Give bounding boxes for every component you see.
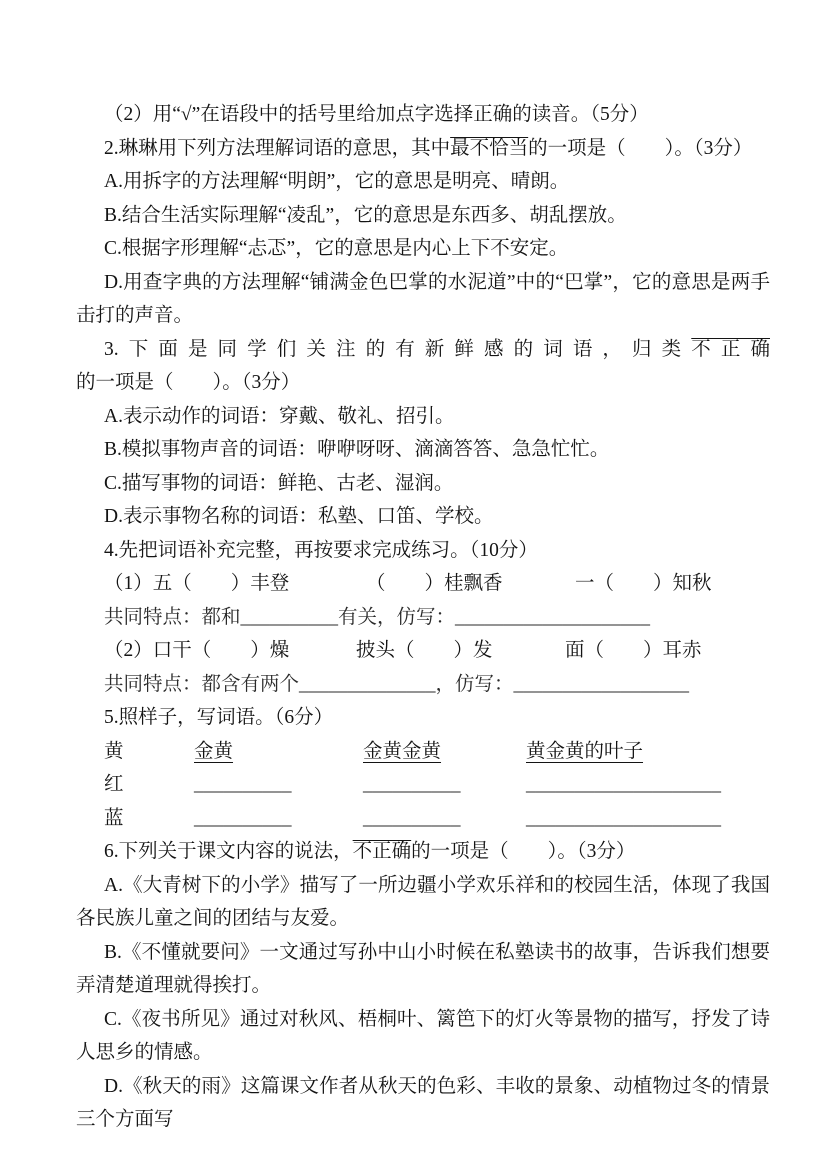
exam-content [76,98,770,1137]
q3-stem-pre: 3.下面是同学们关注的有新鲜感的词语，归类 [104,338,692,360]
q6-option-c: C.《夜书所见》通过对秋风、梧桐叶、篱笆下的灯火等景物的描写，抒发了诗人思乡的情感。 [76,1008,770,1063]
q5-row-hong-blank-1: __________ [194,774,292,795]
q4-blank-row-2 [76,634,770,668]
q1-sub2-instruction: （2）用“√”在语段中的括号里给加点字选择正确的读音。（5分） [104,104,649,125]
q2-option-b: B.结合生活实际理解“凌乱”，它的意思是东西多、胡乱摆放。 [104,204,627,226]
q5-row-huang [76,735,770,769]
q3-stem-emphasis: 不正确 [691,338,770,360]
q5-row-lan-label: 蓝 [104,807,124,829]
q4-blank-row-1 [76,567,770,601]
q6-option-b: B.《不懂就要问》一文通过写孙中山小时候在私塾读书的故事，告诉我们想要弄清楚道理就得挨打。 [76,941,770,996]
q4-feature-line-1: 共同特点：都和__________有关，仿写：____________________ [104,606,651,628]
q4-row1-item-2: （ ）桂飘香 [366,573,503,594]
q5-row-huang-example-1: 金黄 [194,740,234,762]
q2-option-a: A.用拆字的方法理解“明朗”，它的意思是明亮、晴朗。 [104,171,570,192]
q6-stem [76,835,770,869]
q2-option-d: D.用查字典的方法理解“铺满金色巴掌的水泥道”中的“巴掌”，它的意思是两手击打的声音。 [76,271,770,326]
q6-option-a: A.《大青树下的小学》描写了一所边疆小学欢乐祥和的校园生活，体现了我国各民族儿童之间的团结与友爱。 [76,874,770,929]
q5-row-huang-example-3: 黄金黄的叶子 [526,740,644,762]
q5-row-huang-label: 黄 [104,740,124,762]
q6-stem-pre: 6.下列关于课文内容的说法， [104,841,353,862]
q4-feature-line-2: 共同特点：都含有两个______________，仿写：__________________ [104,673,690,695]
q4-row2-item-3: 面（ ）耳赤 [565,640,702,661]
q5-row-hong [76,768,770,802]
q6-stem-post: 的一项是（ ）。（3分） [411,841,636,862]
q4-row1-item-1: （1）五（ ）丰登 [104,573,290,594]
q4-row2-item-2: 披头（ ）发 [356,640,493,661]
q5-row-hong-blank-3: ____________________ [526,774,721,795]
q2-option-c: C.根据字形理解“忐忑”，它的意思是内心上下不安定。 [104,238,569,259]
q4-row1-item-3: 一（ ）知秋 [575,573,712,594]
q5-row-lan-blank-2: __________ [363,807,461,829]
q3-option-c: C.描写事物的词语：鲜艳、古老、湿润。 [104,472,454,494]
q2-stem-emphasis: 最不恰当 [450,137,529,159]
q4-stem: 4.先把词语补充完整，再按要求完成练习。（10分） [104,539,538,561]
q5-row-lan-blank-1: __________ [194,807,292,829]
q5-row-hong-blank-2: __________ [363,774,461,795]
q5-row-huang-example-2: 金黄金黄 [363,740,442,762]
q3-stem [76,333,770,400]
q3-option-d: D.表示事物名称的词语：私塾、口笛、学校。 [104,506,494,527]
q5-row-lan [76,802,770,836]
q6-option-d: D.《秋天的雨》这篇课文作者从秋天的色彩、丰收的景象、动植物过冬的情景三个方面写 [76,1075,770,1130]
q2-stem-pre: 2.琳琳用下列方法理解词语的意思，其中 [104,137,451,159]
q5-row-hong-label: 红 [104,774,124,795]
q5-row-lan-blank-3: ____________________ [526,807,721,829]
q6-stem-emphasis: 不正确 [352,841,412,862]
q2-stem [76,132,770,166]
q4-row2-item-1: （2）口干（ ）燥 [104,640,290,661]
q3-option-b: B.模拟事物声音的词语：咿咿呀呀、滴滴答答、急急忙忙。 [104,439,610,460]
q3-option-a: A.表示动作的词语：穿戴、敬礼、招引。 [104,405,455,427]
q3-stem-post: 的一项是（ ）。（3分） [76,372,301,393]
q2-stem-post: 的一项是（ ）。（3分） [528,137,753,159]
q5-stem: 5.照样子，写词语。（6分） [104,707,334,728]
